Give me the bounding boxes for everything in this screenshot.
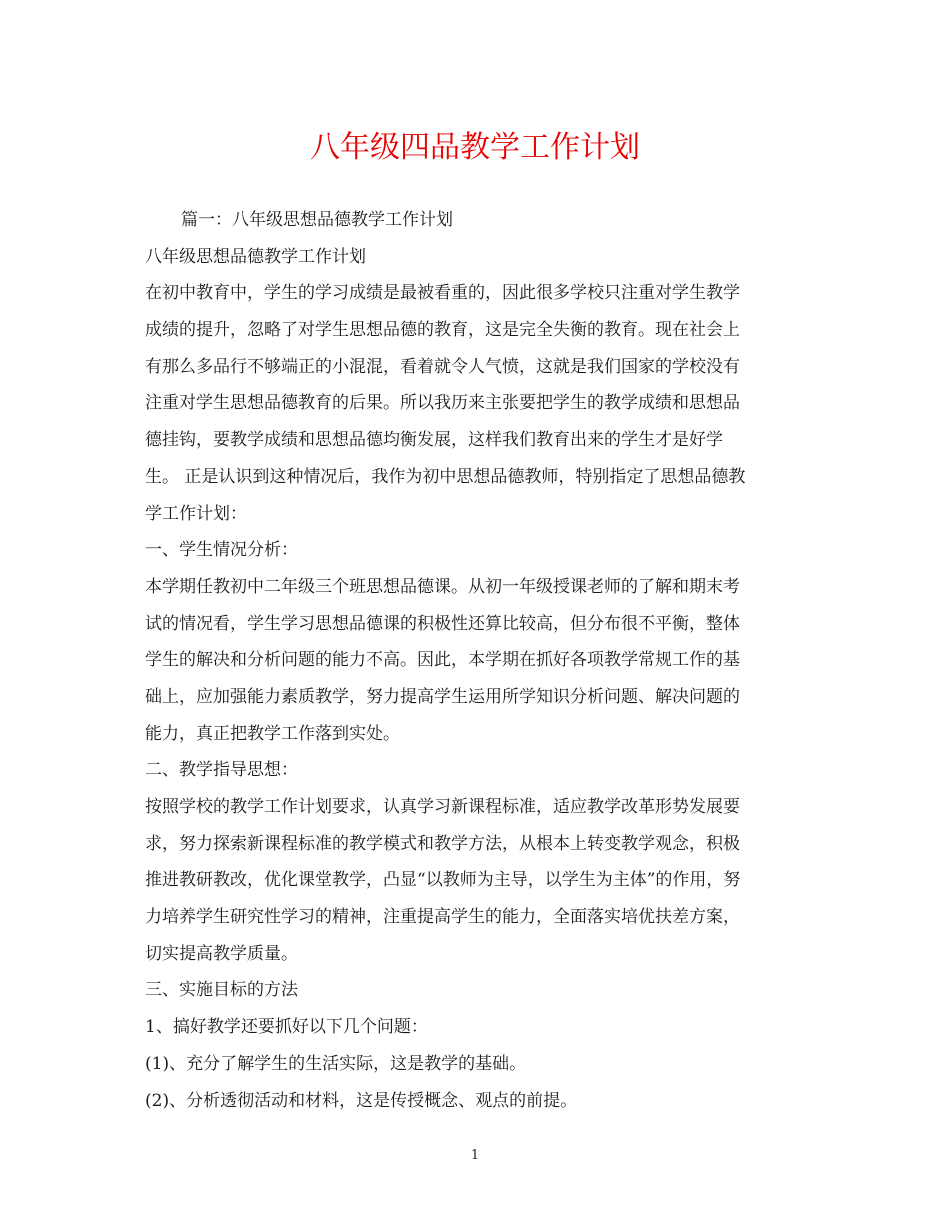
paragraph-line: 础上，应加强能力素质教学，努力提高学生运用所学知识分析问题、解决问题的 xyxy=(145,686,740,707)
paragraph-line: 有那么多品行不够端正的小混混，看着就令人气愤，这就是我们国家的学校没有 xyxy=(145,356,740,377)
paragraph-line: 能力，真正把教学工作落到实处。 xyxy=(145,723,400,744)
paragraph-line: 推进教研教改，优化课堂教学，凸显“以教师为主导，以学生为主体”的作用，努 xyxy=(145,870,741,891)
paragraph-line: 德挂钩，要教学成绩和思想品德均衡发展，这样我们教育出来的学生才是好学 xyxy=(145,430,723,451)
paragraph-line: 在初中教育中，学生的学习成绩是最被看重的，因此很多学校只注重对学生教学 xyxy=(145,283,740,304)
section-heading: 一、学生情况分析： xyxy=(145,540,298,561)
paragraph-line: 学工作计划： xyxy=(145,503,247,524)
paragraph-line: 注重对学生思想品德教育的后果。所以我历来主张要把学生的教学成绩和思想品 xyxy=(145,393,740,414)
paragraph-line: 生。 正是认识到这种情况后，我作为初中思想品德教师，特别指定了思想品德教 xyxy=(145,466,746,487)
section-heading: 三、实施目标的方法 xyxy=(145,980,298,1001)
section-heading: 篇一：八年级思想品德教学工作计划 xyxy=(181,210,453,230)
paragraph-line: 本学期任教初中二年级三个班思想品德课。从初一年级授课老师的了解和期末考 xyxy=(145,576,740,597)
paragraph-line: 学生的解决和分析问题的能力不高。因此，本学期在抓好各项教学常规工作的基 xyxy=(145,650,740,671)
document-title: 八年级四品教学工作计划 xyxy=(310,130,640,165)
page-number: 1 xyxy=(470,1148,480,1163)
list-item: (1)、充分了解学生的生活实际，这是教学的基础。 xyxy=(145,1053,527,1074)
paragraph-line: 试的情况看，学生学习思想品德课的积极性还算比较高，但分布很不平衡，整体 xyxy=(145,613,740,634)
section-heading: 二、教学指导思想： xyxy=(145,760,298,781)
paragraph-line: 求，努力探索新课程标准的教学模式和教学方法，从根本上转变教学观念，积极 xyxy=(145,833,740,854)
paragraph-line: 成绩的提升，忽略了对学生思想品德的教育，这是完全失衡的教育。现在社会上 xyxy=(145,320,740,341)
document-body xyxy=(145,202,810,1119)
paragraph-line: 力培养学生研究性学习的精神，注重提高学生的能力，全面落实培优扶差方案， xyxy=(145,907,740,928)
list-item: 1、搞好教学还要抓好以下几个问题： xyxy=(145,1017,428,1038)
list-item: (2)、分析透彻活动和材料，这是传授概念、观点的前提。 xyxy=(145,1090,578,1111)
paragraph-line: 切实提高教学质量。 xyxy=(145,943,298,964)
subtitle-line: 八年级思想品德教学工作计划 xyxy=(145,246,366,267)
paragraph-line: 按照学校的教学工作计划要求，认真学习新课程标准，适应教学改革形势发展要 xyxy=(145,797,740,817)
